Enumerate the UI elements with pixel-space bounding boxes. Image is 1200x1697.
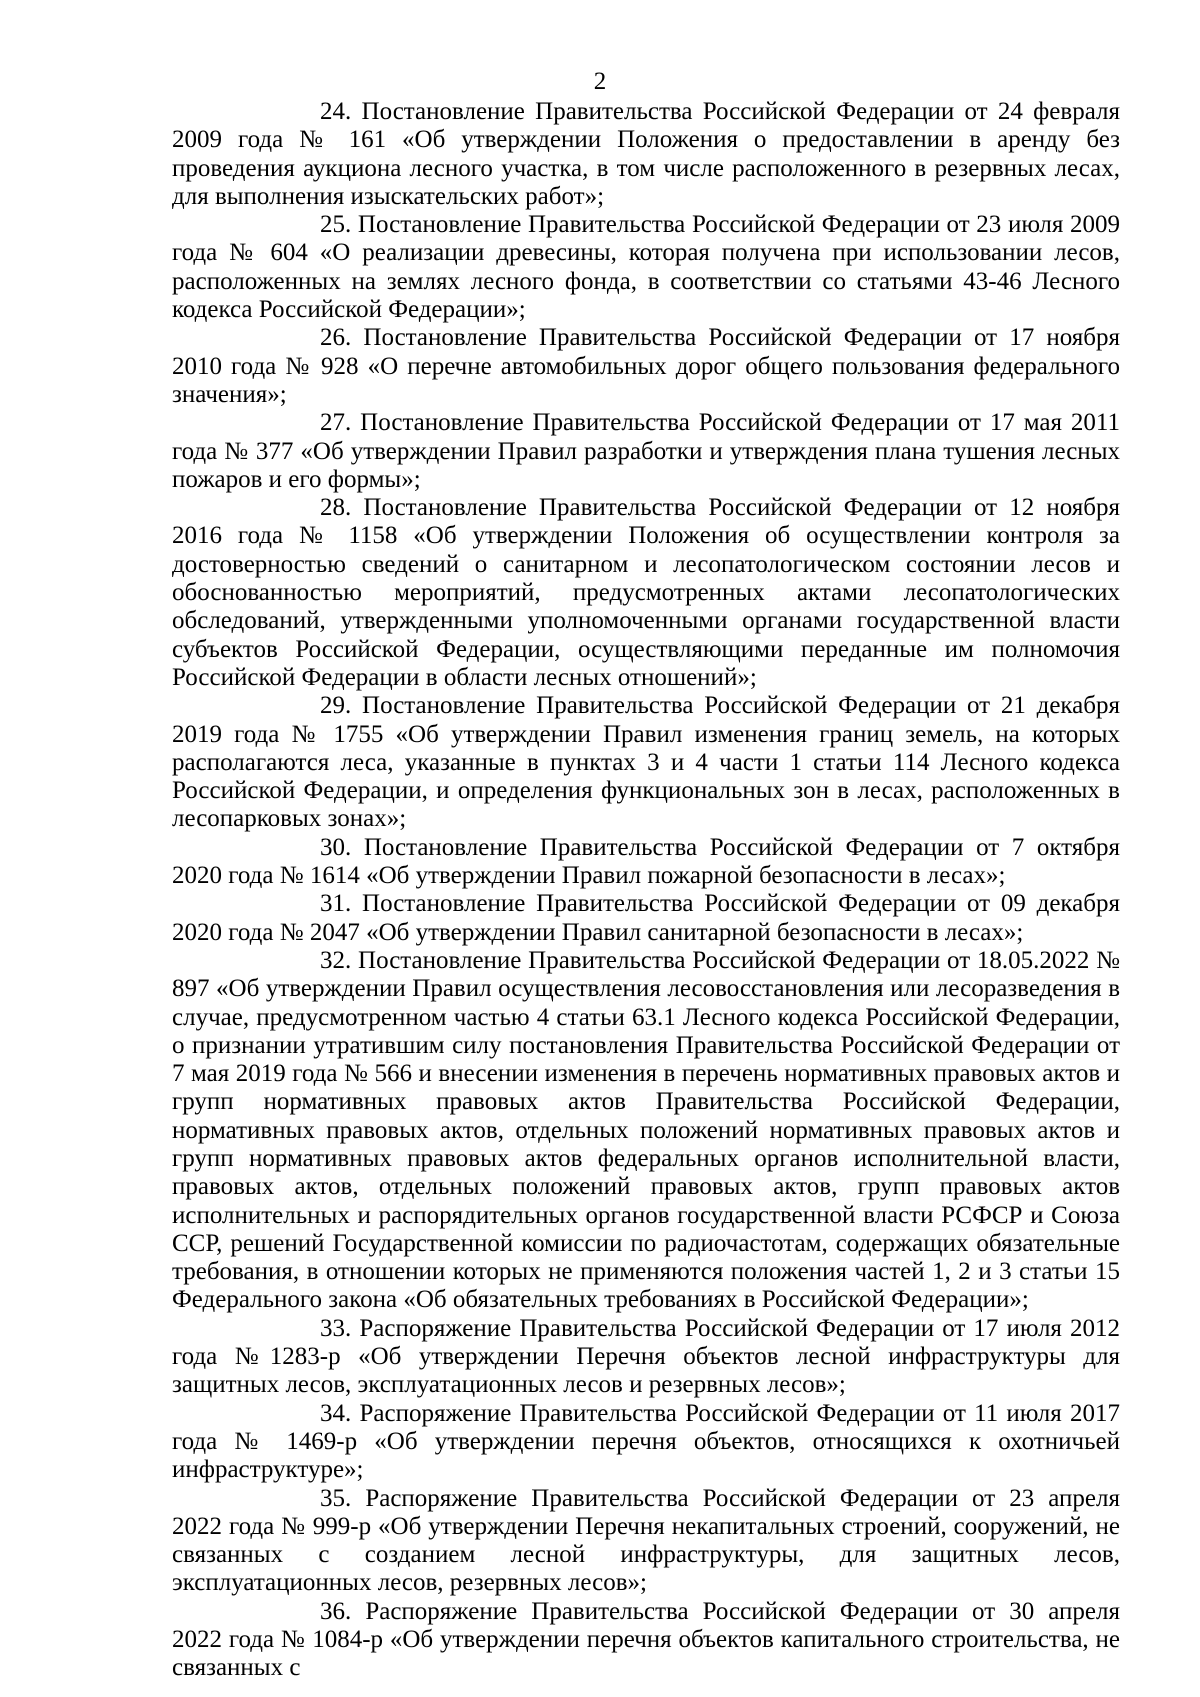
item-number: 32.: [320, 946, 352, 974]
list-item: [172, 1598, 1120, 1683]
list-item: [172, 98, 1120, 211]
item-text: Постановление Правительства Российской Федерации от 12 ноября 2016 года № 1158 «Об утверждении Положения об осуществлении контроля за достоверностью сведений о санитарном и лесопатологическом состоянии лесов и обоснованностью мероприятий, предусмотренных актами лесопатологических обследований, утвержденными уполномоченными органами государственной власти субъектов Российской Федерации, осуществляющими переданные им полномочия Российской Федерации в области лесных отношений»;: [172, 494, 1120, 691]
item-number: 28.: [320, 494, 352, 522]
item-number: 25.: [320, 211, 352, 239]
item-text: Постановление Правительства Российской Федерации от 09 декабря 2020 года № 2047 «Об утверждении Правил санитарной безопасности в лесах»;: [172, 890, 1120, 946]
page-number: 2: [593, 68, 607, 95]
item-text: Постановление Правительства Российской Федерации от 17 мая 2011 года № 377 «Об утверждении Правил разработки и утверждения плана тушения лесных пожаров и его формы»;: [172, 409, 1120, 493]
item-number: 27.: [320, 409, 352, 437]
item-number: 35.: [320, 1484, 352, 1512]
item-number: 34.: [320, 1399, 352, 1427]
list-item: [172, 494, 1120, 692]
item-text: Распоряжение Правительства Российской Федерации от 30 апреля 2022 года № 1084-р «Об утверждении перечня объектов капитального строительства, не связанных с: [172, 1597, 1121, 1682]
item-number: 30.: [320, 833, 352, 861]
list-item: [172, 947, 1120, 1315]
list-item: [172, 1400, 1120, 1485]
list-item: [172, 409, 1120, 494]
item-number: 31.: [320, 890, 352, 918]
item-text: Распоряжение Правительства Российской Федерации от 23 апреля 2022 года № 999-р «Об утверждении Перечня некапитальных строений, сооружений, не связанных с созданием лесной инфраструктуры, для защитных лесов, эксплуатационных лесов, резервных лесов»;: [172, 1484, 1121, 1597]
item-text: Распоряжение Правительства Российской Федерации от 11 июля 2017 года № 1469-р «Об утверждении перечня объектов, относящихся к охотничьей инфраструктуре»;: [172, 1399, 1120, 1484]
item-text: Постановление Правительства Российской Федерации от 18.05.2022 № 897 «Об утверждении Правил осуществления лесовосстановления или лесоразведения в случае, предусмотренном частью 4 статьи 63.1 Лесного кодекса Российской Федерации, о признании утратившим силу постановления Правительства Российской Федерации от 7 мая 2019 года № 566 и внесении изменения в перечень нормативных правовых актов и групп нормативных правовых актов Правительства Российской Федерации, нормативных правовых актов, отдельных положений нормативных правовых актов и групп нормативных правовых актов федеральных органов исполнительной власти, правовых актов, отдельных положений правовых актов, групп правовых актов исполнительных и распорядительных органов государственной власти РСФСР и Союза ССР, решений Государственной комиссии по радиочастотам, содержащих обязательные требования, в отношении которых не применяются положения частей 1, 2 и 3 статьи 15 Федерального закона «Об обязательных требованиях в Российской Федерации»;: [172, 946, 1120, 1314]
list-item: [172, 1315, 1120, 1400]
item-text: Постановление Правительства Российской Федерации от 7 октября 2020 года № 1614 «Об утверждении Правил пожарной безопасности в лесах»;: [172, 833, 1120, 890]
list-item: [172, 1485, 1120, 1598]
list-item: [172, 834, 1120, 891]
item-text: Распоряжение Правительства Российской Федерации от 17 июля 2012 года №1283-р «Об утверждении Перечня объектов лесной инфраструктуры для защитных лесов, эксплуатационных лесов и резервных лесов»;: [172, 1314, 1121, 1399]
item-number: 33.: [320, 1314, 352, 1342]
list-item: [172, 324, 1120, 409]
item-number: 24.: [320, 98, 352, 125]
document-body: [172, 98, 1120, 1683]
item-number: 29.: [320, 692, 352, 720]
list-item: [172, 890, 1120, 947]
item-number: 26.: [320, 324, 352, 352]
list-item: [172, 211, 1120, 324]
item-text: Постановление Правительства Российской Федерации от 17 ноября 2010 года № 928 «О перечне автомобильных дорог общего пользования федерального значения»;: [172, 324, 1120, 408]
item-text: Постановление Правительства Российской Федерации от 23 июля 2009 года № 604 «О реализации древесины, которая получена при использовании лесов, расположенных на землях лесного фонда, в соответствии со статьями 43-46 Лесного кодекса Российской Федерации»;: [172, 211, 1121, 324]
item-number: 36.: [320, 1597, 352, 1625]
list-item: [172, 692, 1120, 833]
item-text: Постановление Правительства Российской Федерации от 24 февраля 2009 года № 161 «Об утверждении Положения о предоставлении в аренду без проведения аукциона лесного участка, в том числе расположенного в резервных лесах, для выполнения изыскательских работ»;: [172, 98, 1121, 210]
item-text: Постановление Правительства Российской Федерации от 21 декабря 2019 года № 1755 «Об утверждении Правил изменения границ земель, на которых располагаются леса, указанные в пунктах 3 и 4 части 1 статьи 114 Лесного кодекса Российской Федерации, и определения функциональных зон в лесах, расположенных в лесопарковых зонах»;: [172, 692, 1120, 833]
